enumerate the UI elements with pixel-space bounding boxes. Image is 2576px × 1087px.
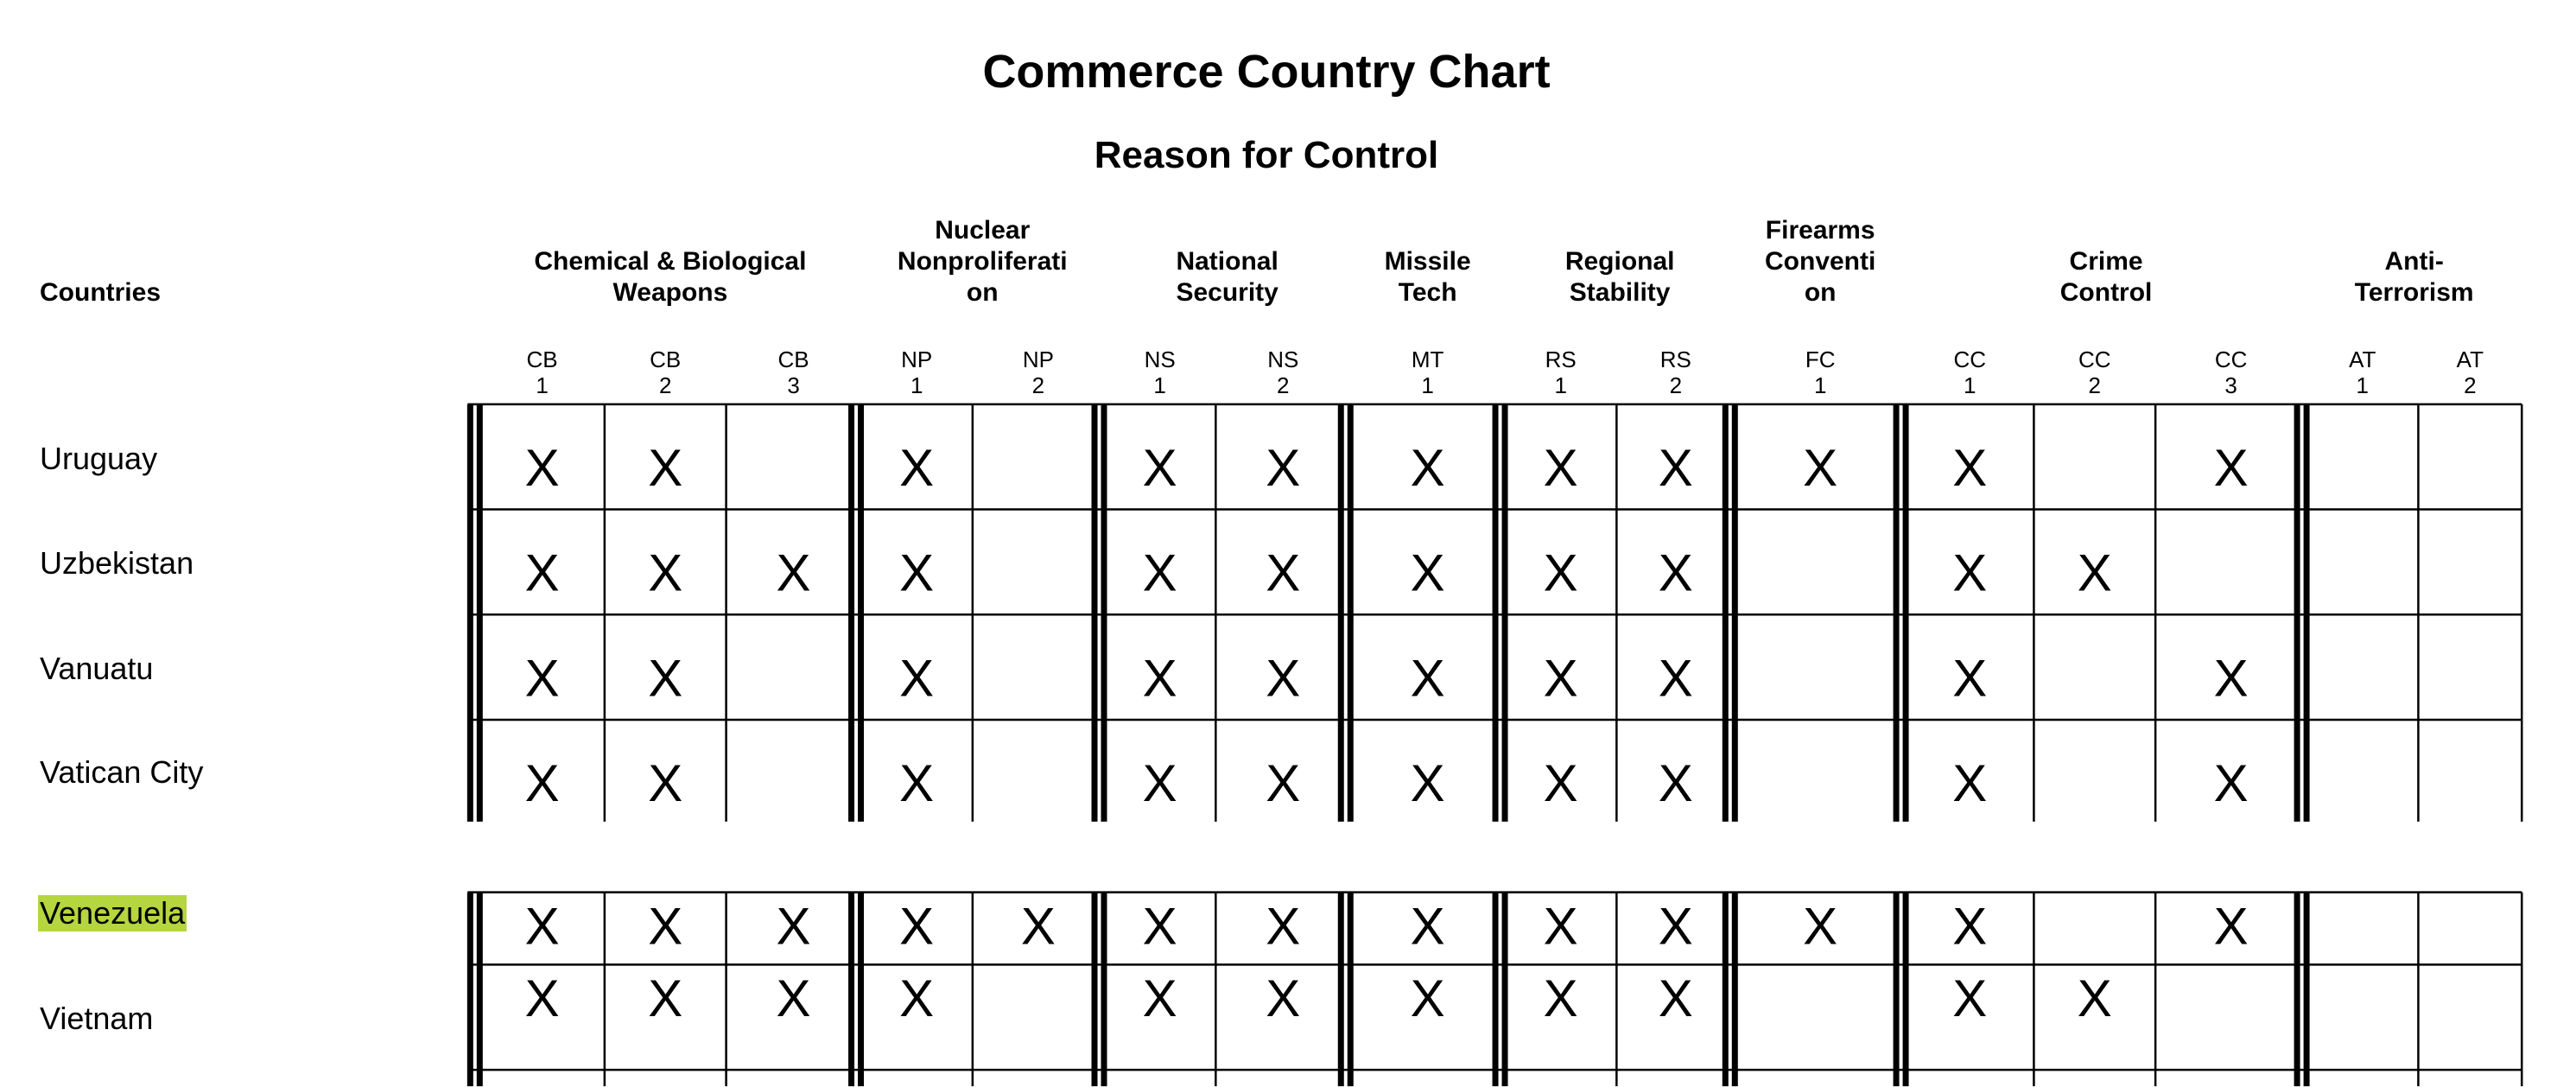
- control-mark: X: [1142, 649, 1177, 708]
- control-mark: X: [1142, 544, 1177, 602]
- control-mark: X: [1142, 438, 1177, 497]
- control-mark: X: [1658, 897, 1693, 956]
- control-mark: X: [1952, 649, 1988, 708]
- control-mark: X: [1543, 544, 1578, 602]
- group-header-line: on: [966, 278, 999, 308]
- group-header-line: Stability: [1569, 278, 1671, 308]
- control-mark: X: [1266, 438, 1301, 497]
- country-name: Uruguay: [40, 440, 158, 476]
- control-mark: X: [1543, 754, 1578, 813]
- control-mark: X: [2213, 649, 2249, 708]
- control-mark: X: [648, 897, 683, 956]
- control-mark: X: [1543, 969, 1578, 1028]
- column-code: RS: [1545, 346, 1577, 373]
- control-mark: X: [1543, 897, 1578, 956]
- group-header-line: Chemical & Biological: [534, 247, 807, 277]
- control-mark: X: [524, 649, 560, 708]
- control-mark: X: [2213, 754, 2249, 813]
- control-mark: X: [899, 438, 935, 497]
- control-mark: X: [1543, 438, 1578, 497]
- column-number: 1: [2356, 372, 2369, 399]
- control-mark: X: [648, 969, 683, 1028]
- country-name: Venezuela: [40, 895, 186, 931]
- control-mark: X: [648, 438, 683, 497]
- column-number: 2: [1669, 372, 1683, 399]
- control-mark: X: [1410, 438, 1445, 497]
- control-mark: X: [648, 649, 683, 708]
- group-header-line: Weapons: [612, 278, 728, 308]
- control-mark: X: [1410, 969, 1445, 1028]
- column-code: CB: [526, 346, 558, 373]
- country-name: Vatican City: [40, 753, 204, 790]
- group-header-line: Nonproliferati: [897, 247, 1068, 277]
- control-mark: X: [1658, 438, 1693, 497]
- control-mark: X: [899, 897, 935, 956]
- control-mark: X: [1952, 969, 1988, 1028]
- control-mark: X: [1266, 754, 1301, 813]
- group-header-line: Missile: [1384, 247, 1471, 277]
- column-code: AT: [2349, 346, 2376, 373]
- column-number: 1: [910, 372, 923, 399]
- group-header-line: Anti-: [2384, 247, 2444, 277]
- control-mark: X: [1543, 649, 1578, 708]
- column-code: NP: [901, 346, 933, 373]
- column-code: CC: [1953, 346, 1986, 373]
- control-mark: X: [1803, 897, 1838, 956]
- column-code: CB: [650, 346, 682, 373]
- control-mark: X: [1142, 754, 1177, 813]
- control-mark: X: [1658, 649, 1693, 708]
- column-number: 1: [1153, 372, 1166, 399]
- control-mark: X: [1410, 754, 1445, 813]
- control-mark: X: [1952, 754, 1988, 813]
- control-mark: X: [524, 897, 560, 956]
- country-name: Uzbekistan: [40, 545, 194, 582]
- control-mark: X: [648, 544, 683, 602]
- control-mark: X: [524, 754, 560, 813]
- control-mark: X: [1020, 897, 1056, 956]
- control-mark: X: [1266, 969, 1301, 1028]
- group-header-line: Regional: [1564, 247, 1675, 277]
- control-mark: X: [776, 969, 811, 1028]
- column-number: 1: [1421, 372, 1434, 399]
- column-code: AT: [2456, 346, 2484, 373]
- control-mark: X: [1266, 544, 1301, 602]
- control-mark: X: [1803, 438, 1838, 497]
- group-header-line: Conventi: [1765, 247, 1876, 277]
- countries-column-header: Countries: [40, 278, 162, 307]
- control-mark: X: [1658, 754, 1693, 813]
- column-code: CC: [2214, 346, 2248, 373]
- group-header-line: Security: [1176, 278, 1278, 308]
- control-mark: X: [1410, 897, 1445, 956]
- group-header-line: Nuclear: [935, 216, 1031, 245]
- country-name: Vanuatu: [40, 651, 154, 687]
- group-header-line: Tech: [1398, 278, 1457, 308]
- control-mark: X: [1266, 649, 1301, 708]
- control-mark: X: [1142, 897, 1177, 956]
- control-mark: X: [776, 544, 811, 602]
- column-code: NP: [1022, 346, 1054, 373]
- column-number: 3: [2224, 372, 2237, 399]
- column-number: 1: [1813, 372, 1827, 399]
- chart-title: Commerce Country Chart: [982, 46, 1551, 98]
- control-mark: X: [1142, 969, 1177, 1028]
- control-mark: X: [2077, 544, 2112, 602]
- control-mark: X: [2213, 897, 2249, 956]
- column-number: 2: [658, 372, 672, 399]
- country-name: Vietnam: [40, 1001, 154, 1037]
- control-mark: X: [1410, 544, 1445, 602]
- control-mark: X: [899, 544, 935, 602]
- control-mark: X: [1266, 897, 1301, 956]
- control-mark: X: [1658, 969, 1693, 1028]
- control-mark: X: [2213, 438, 2249, 497]
- control-mark: X: [1952, 438, 1988, 497]
- control-mark: X: [1658, 544, 1693, 602]
- control-mark: X: [776, 897, 811, 956]
- control-mark: X: [899, 649, 935, 708]
- control-mark: X: [524, 544, 560, 602]
- column-code: CC: [2078, 346, 2111, 373]
- column-code: MT: [1411, 346, 1444, 373]
- control-mark: X: [2077, 969, 2112, 1028]
- column-number: 3: [787, 372, 800, 399]
- column-number: 1: [1554, 372, 1567, 399]
- column-number: 2: [2088, 372, 2101, 399]
- column-code: NS: [1267, 346, 1299, 373]
- control-mark: X: [1410, 649, 1445, 708]
- control-mark: X: [648, 754, 683, 813]
- group-header-line: National: [1176, 247, 1278, 277]
- column-code: NS: [1144, 346, 1176, 373]
- chart-subtitle: Reason for Control: [1094, 134, 1439, 176]
- column-code: RS: [1659, 346, 1691, 373]
- group-header-line: Terrorism: [2354, 278, 2474, 308]
- control-mark: X: [1952, 897, 1988, 956]
- column-number: 2: [1277, 372, 1290, 399]
- column-number: 2: [2464, 372, 2477, 399]
- column-code: FC: [1805, 346, 1836, 373]
- control-mark: X: [899, 969, 935, 1028]
- control-mark: X: [524, 969, 560, 1028]
- control-mark: X: [1952, 544, 1988, 602]
- group-header-line: Firearms: [1765, 216, 1875, 245]
- column-number: 1: [536, 372, 549, 399]
- control-mark: X: [524, 438, 560, 497]
- column-number: 2: [1031, 372, 1045, 399]
- control-mark: X: [899, 754, 935, 813]
- group-header-line: Crime: [2069, 247, 2143, 277]
- group-header-line: Control: [2059, 278, 2153, 308]
- group-header-line: on: [1804, 278, 1837, 308]
- column-number: 1: [1963, 372, 1976, 399]
- column-code: CB: [777, 346, 809, 373]
